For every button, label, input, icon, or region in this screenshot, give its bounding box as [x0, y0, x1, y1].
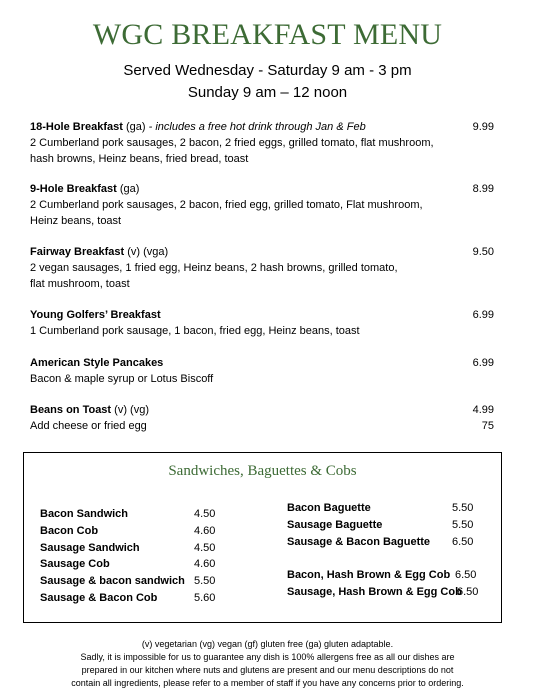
menu-item-beans-on-toast [30, 402, 500, 434]
menu-item-9-hole [30, 181, 500, 229]
cob-price: 6.50 [457, 586, 479, 598]
item-desc-line: 2 vegan sausages, 1 fried egg, Heinz beans, 2 hash browns, grilled tomato, [30, 262, 398, 274]
item-name: Young Golfers’ Breakfast [30, 309, 161, 321]
sandwich-name: Sausage & Bacon Cob [40, 592, 158, 604]
footer-line: contain all ingredients, please refer to a member of staff if you have any concerns prior to ordering. [71, 678, 464, 688]
served-hours-weekday: Served Wednesday - Saturday 9 am - 3 pm [123, 62, 412, 79]
baguette-price: 5.50 [452, 519, 474, 531]
menu-item-pancakes [30, 355, 500, 387]
footer-line: (v) vegetarian (vg) vegan (gf) gluten free (ga) gluten adaptable. [141, 639, 394, 649]
sandwich-price: 5.60 [194, 592, 216, 604]
item-name: American Style Pancakes [30, 357, 164, 369]
item-name: 9-Hole Breakfast [30, 183, 117, 195]
item-tag: (ga) [116, 183, 140, 195]
sandwiches-title: Sandwiches, Baguettes & Cobs [168, 463, 357, 479]
item-price: 4.99 [472, 404, 494, 416]
item-price: 6.99 [472, 357, 494, 369]
menu-item-fairway [30, 244, 500, 292]
item-price: 9.50 [472, 246, 494, 258]
item-desc-line: Add cheese or fried egg [30, 420, 147, 432]
item-name: 18-Hole Breakfast [30, 121, 123, 133]
sandwich-name: Sausage Sandwich [40, 542, 140, 554]
item-price: 8.99 [472, 183, 494, 195]
item-tag: (v) (vg) [111, 404, 149, 416]
baguette-name: Sausage Baguette [287, 519, 383, 531]
menu-item-18-hole [30, 119, 500, 167]
item-tag: (ga) [122, 121, 146, 133]
allergen-footer [0, 638, 535, 690]
sandwich-name: Sausage & bacon sandwich [40, 575, 185, 587]
sandwich-price: 4.60 [194, 558, 216, 570]
sandwich-name: Bacon Sandwich [40, 508, 129, 520]
item-desc-line: flat mushroom, toast [30, 278, 130, 290]
item-price: 6.99 [472, 309, 494, 321]
baguette-price: 6.50 [452, 536, 474, 548]
item-note: - includes a free hot drink through Jan & Feb [145, 121, 366, 133]
item-desc-line: Heinz beans, toast [30, 215, 122, 227]
served-hours-sunday: Sunday 9 am – 12 noon [187, 84, 348, 101]
sandwich-price: 5.50 [194, 575, 216, 587]
item-name: Fairway Breakfast [30, 246, 125, 258]
baguette-price: 5.50 [452, 502, 474, 514]
sandwich-price: 4.50 [194, 542, 216, 554]
item-price: 9.99 [472, 121, 494, 133]
cob-price: 6.50 [455, 569, 477, 581]
item-desc-line: 2 Cumberland pork sausages, 2 bacon, 2 fried eggs, grilled tomato, flat mushroom, [30, 137, 434, 149]
item-tag: (v) (vga) [124, 246, 169, 258]
footer-line: Sadly, it is impossible for us to guarantee any dish is 100% allergens free as all our dishes are [80, 652, 455, 662]
footer-line: prepared in our kitchen where nuts and glutens are present and our menu descriptions do not [81, 665, 454, 675]
sandwich-price: 4.50 [194, 508, 216, 520]
cob-name: Bacon, Hash Brown & Egg Cob [287, 569, 451, 581]
item-desc-line: 1 Cumberland pork sausage, 1 bacon, fried egg, Heinz beans, toast [30, 325, 360, 337]
menu-title: WGC BREAKFAST MENU [92, 18, 443, 51]
item-desc-line: hash browns, Heinz beans, fried bread, toast [30, 153, 249, 165]
item-addon-price: 75 [481, 420, 494, 432]
menu-item-young-golfers [30, 307, 500, 339]
baguette-name: Sausage & Bacon Baguette [287, 536, 431, 548]
item-desc-line: 2 Cumberland pork sausages, 2 bacon, fried egg, grilled tomato, Flat mushroom, [30, 199, 423, 211]
sandwiches-box [23, 452, 502, 623]
sandwich-name: Bacon Cob [40, 525, 99, 537]
sandwich-price: 4.60 [194, 525, 216, 537]
item-name: Beans on Toast [30, 404, 112, 416]
item-desc-line: Bacon & maple syrup or Lotus Biscoff [30, 373, 214, 385]
cob-name: Sausage, Hash Brown & Egg Cob [287, 586, 462, 598]
baguette-name: Bacon Baguette [287, 502, 371, 514]
sandwich-name: Sausage Cob [40, 558, 110, 570]
